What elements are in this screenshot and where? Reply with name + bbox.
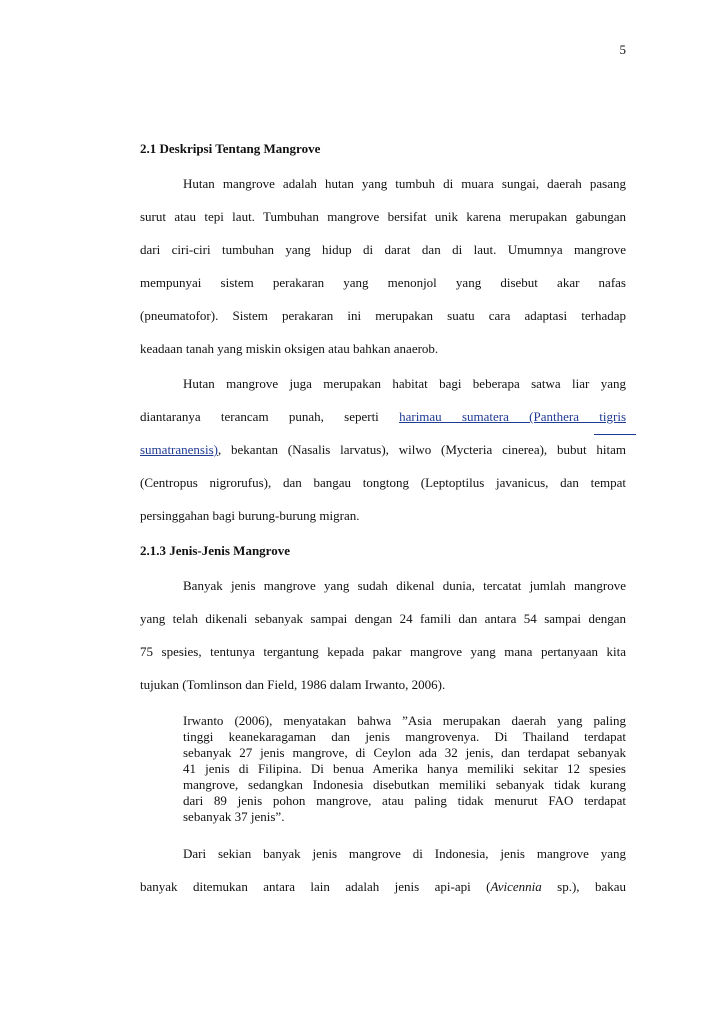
paragraph-line [140, 879, 626, 895]
paragraph-line: Hutan mangrove adalah hutan yang tumbuh di muara sungai, daerah pasang [183, 176, 626, 191]
paragraph-text: , bekantan (Nasalis larvatus), wilwo (Mycteria cinerea), bubut hitam [217, 442, 626, 457]
paragraph-text: banyak ditemukan antara lain adalah jenis api-api ( [140, 879, 491, 894]
paragraph-line [140, 409, 626, 425]
quote-line: Irwanto (2006), menyatakan bahwa ”Asia merupakan daerah yang paling [183, 713, 626, 728]
paragraph-line: yang telah dikenali sebanyak sampai dengan 24 famili dan antara 54 sampai dengan [140, 611, 626, 626]
quote-line: 41 jenis di Filipina. Di benua Amerika hanya memiliki sekitar 12 spesies [183, 761, 626, 776]
paragraph-line [140, 442, 626, 458]
paragraph-text: diantaranya terancam punah, seperti [140, 409, 400, 424]
paragraph-line: Banyak jenis mangrove yang sudah dikenal dunia, tercatat jumlah mangrove [183, 578, 626, 593]
paragraph-text: sp.), bakau [541, 879, 626, 894]
paragraph-line: dari ciri-ciri tumbuhan yang hidup di darat dan di laut. Umumnya mangrove [140, 242, 626, 257]
species-link-continued[interactable]: sumatranensis) [140, 442, 218, 457]
paragraph-line: persinggahan bagi burung-burung migran. [140, 508, 360, 523]
quote-line: tinggi keanekaragaman dan jenis mangrovenya. Di Thailand terdapat [183, 729, 626, 744]
paragraph-line: (Centropus nigrorufus), dan bangau tongtong (Leptoptilus javanicus, dan tempat [140, 475, 626, 490]
paragraph-line: surut atau tepi laut. Tumbuhan mangrove bersifat unik karena merupakan gabungan [140, 209, 626, 224]
quote-line: mangrove, sedangkan Indonesia disebutkan memiliki sebanyak tidak kurang [183, 777, 626, 792]
species-name-italic: Avicennia [490, 879, 542, 894]
species-link[interactable]: harimau sumatera (Panthera tigris [399, 409, 626, 424]
link-underline [594, 434, 636, 435]
paragraph-line: Hutan mangrove juga merupakan habitat bagi beberapa satwa liar yang [183, 376, 626, 391]
quote-line: sebanyak 37 jenis”. [183, 809, 285, 824]
paragraph-line: keadaan tanah yang miskin oksigen atau bahkan anaerob. [140, 341, 439, 356]
paragraph-line: 75 spesies, tentunya tergantung kepada pakar mangrove yang mana pertanyaan kita [140, 644, 626, 659]
paragraph-line: tujukan (Tomlinson dan Field, 1986 dalam Irwanto, 2006). [140, 677, 446, 692]
paragraph-line: (pneumatofor). Sistem perakaran ini merupakan suatu cara adaptasi terhadap [140, 308, 626, 323]
paragraph-line: mempunyai sistem perakaran yang menonjol yang disebut akar nafas [140, 275, 626, 290]
quote-line: sebanyak 27 jenis mangrove, di Ceylon ada 32 jenis, dan terdapat sebanyak [183, 745, 626, 760]
section-heading: 2.1 Deskripsi Tentang Mangrove [140, 141, 321, 156]
paragraph-line: Dari sekian banyak jenis mangrove di Indonesia, jenis mangrove yang [183, 846, 626, 861]
quote-line: dari 89 jenis pohon mangrove, atau paling tidak menurut FAO terdapat [183, 793, 626, 808]
subsection-heading: 2.1.3 Jenis-Jenis Mangrove [140, 543, 290, 558]
page-number: 5 [619, 42, 626, 57]
